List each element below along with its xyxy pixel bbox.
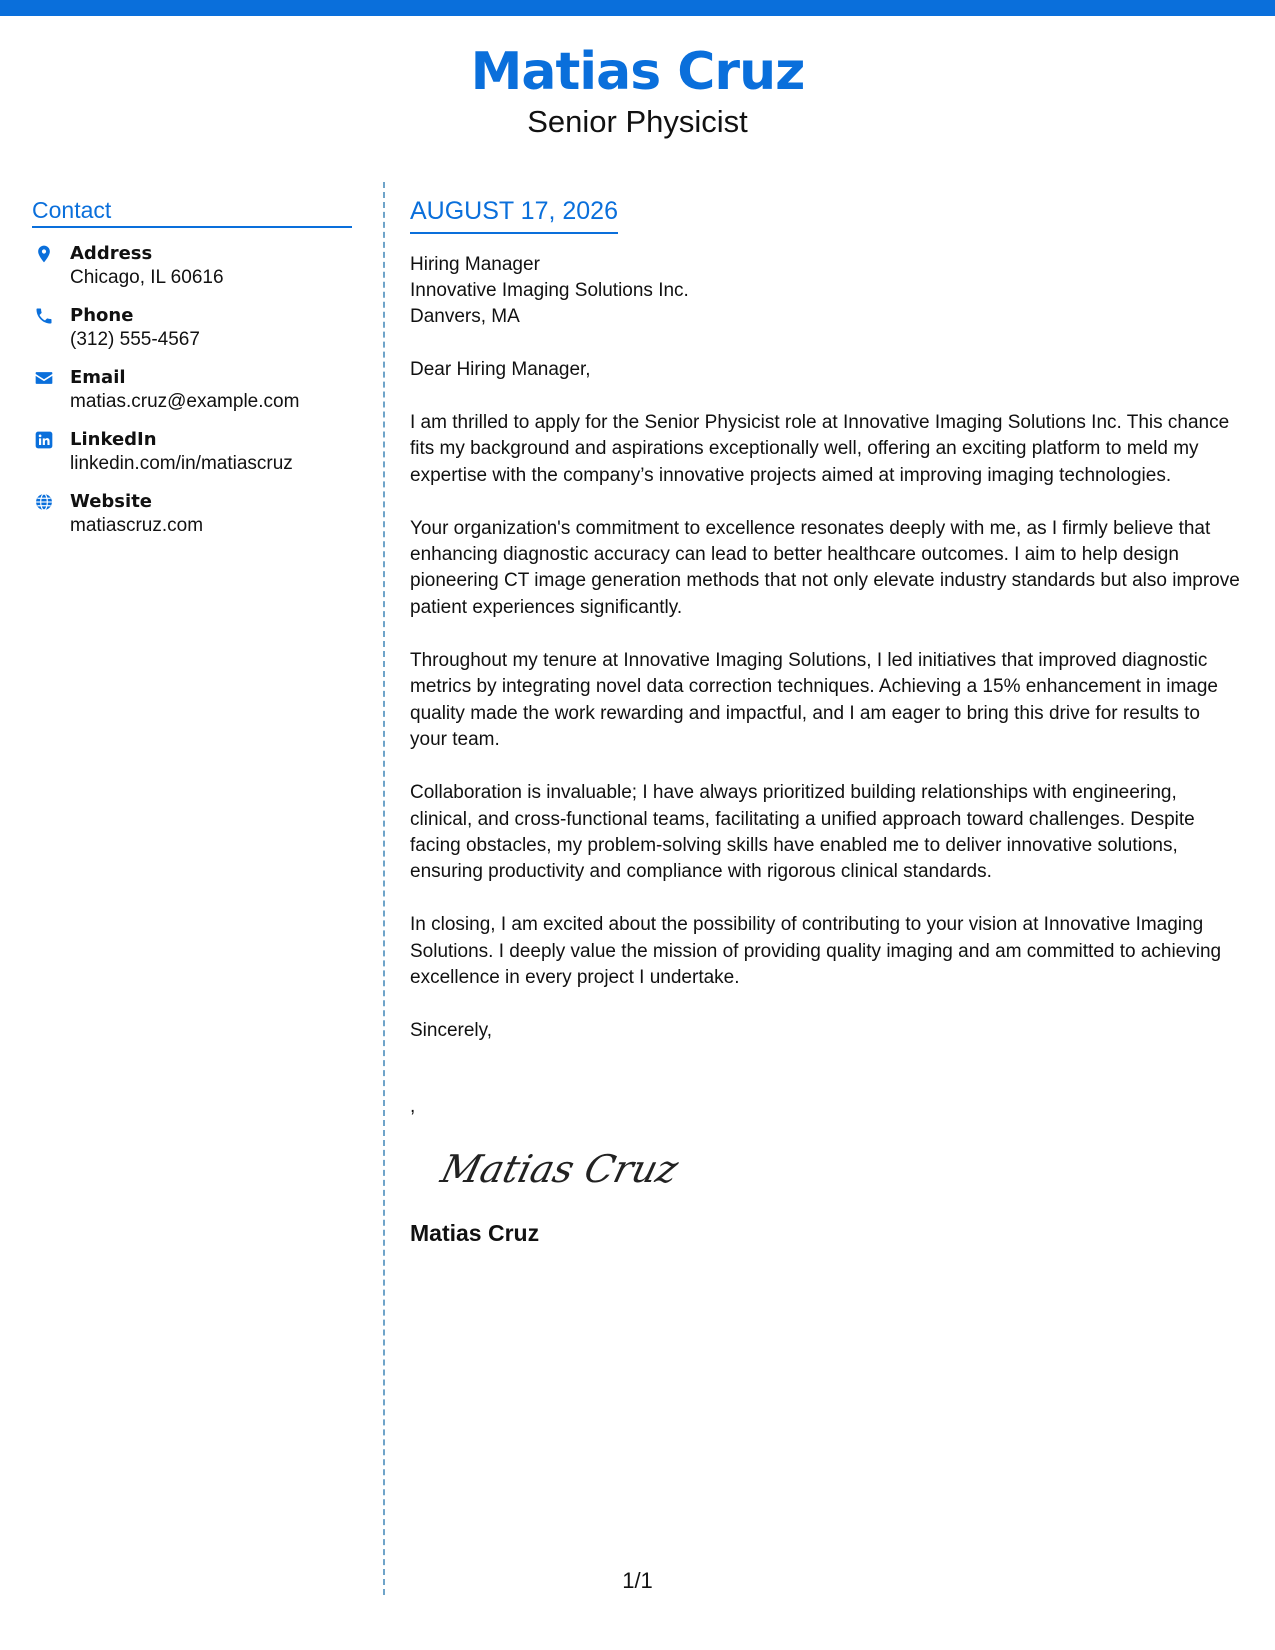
body-paragraph: Collaboration is invaluable; I have always prioritized building relationships with engineering, clinical, and cross-functional teams, facilitating a unified approach toward challenges. Despite facing obstacles, my problem-solving skills have enabled me to deliver innovative solutions, ensuring productivity and compliance with rigorous clinical standards. [410,782,1195,883]
map-pin-icon [34,244,54,264]
signature-text: Matias Cruz [436,1147,683,1193]
signer-name: Matias Cruz [410,1220,540,1247]
contact-item-phone [32,304,352,352]
page-number: 1/1 [622,1568,653,1593]
handwritten-signature [436,1138,696,1200]
contact-value[interactable]: matiascruz.com [70,515,204,536]
recipient-line: Innovative Imaging Solutions Inc. [410,280,689,301]
contact-label: Website [70,491,153,512]
letter-body [410,196,1240,1247]
header [0,40,1275,140]
envelope-icon [34,368,54,388]
linkedin-icon [34,430,54,450]
contact-item-address [32,242,352,290]
column-divider [383,182,385,1595]
contact-label: Address [70,243,153,264]
recipient-line: Hiring Manager [410,254,540,275]
body-paragraph: I am thrilled to apply for the Senior Physicist role at Innovative Imaging Solutions Inc. This chance fits my background and aspirations exceptionally well, offering an exciting platform to meld my expertise with the company’s innovative projects aimed at improving imaging technologies. [410,412,1230,486]
job-title: Senior Physicist [527,104,748,139]
body-paragraph: In closing, I am excited about the possibility of contributing to your vision at Innovative Imaging Solutions. I deeply value the mission of providing quality imaging and am committed to achieving excellence in every project I undertake. [410,914,1222,989]
closing: Sincerely, [410,1020,493,1042]
recipient-line: Danvers, MA [410,306,520,327]
globe-icon [34,492,54,512]
contact-label: Phone [70,305,134,326]
contact-label: LinkedIn [70,429,157,450]
contact-item-email [32,366,352,414]
contact-item-linkedin [32,428,352,476]
contact-value[interactable]: linkedin.com/in/matiascruz [70,453,293,474]
comma-line: , [410,1096,416,1118]
recipient-block [410,252,1240,330]
top-accent-bar [0,0,1275,16]
contact-heading: Contact [32,196,352,228]
salutation: Dear Hiring Manager, [410,359,591,380]
body-paragraph: Throughout my tenure at Innovative Imaging Solutions, I led initiatives that improved diagnostic metrics by integrating novel data correction techniques. Achieving a 15% enhancement in image quality made the work rewarding and impactful, and I am eager to bring this drive for results to your team. [410,650,1218,750]
applicant-name: Matias Cruz [470,42,805,102]
contact-value: Chicago, IL 60616 [70,267,224,288]
contact-item-website [32,490,352,538]
contact-label: Email [70,367,126,388]
contact-sidebar [32,196,352,538]
letter-date: AUGUST 17, 2026 [410,196,618,234]
contact-value[interactable]: matias.cruz@example.com [70,391,300,412]
phone-icon [34,306,54,326]
body-paragraph: Your organization's commitment to excellence resonates deeply with me, as I firmly believe that enhancing diagnostic accuracy can lead to better healthcare outcomes. I aim to help design pioneering CT image generation methods that not only elevate industry standards but also improve patient experiences significantly. [410,517,1240,618]
contact-value: (312) 555-4567 [70,329,200,350]
